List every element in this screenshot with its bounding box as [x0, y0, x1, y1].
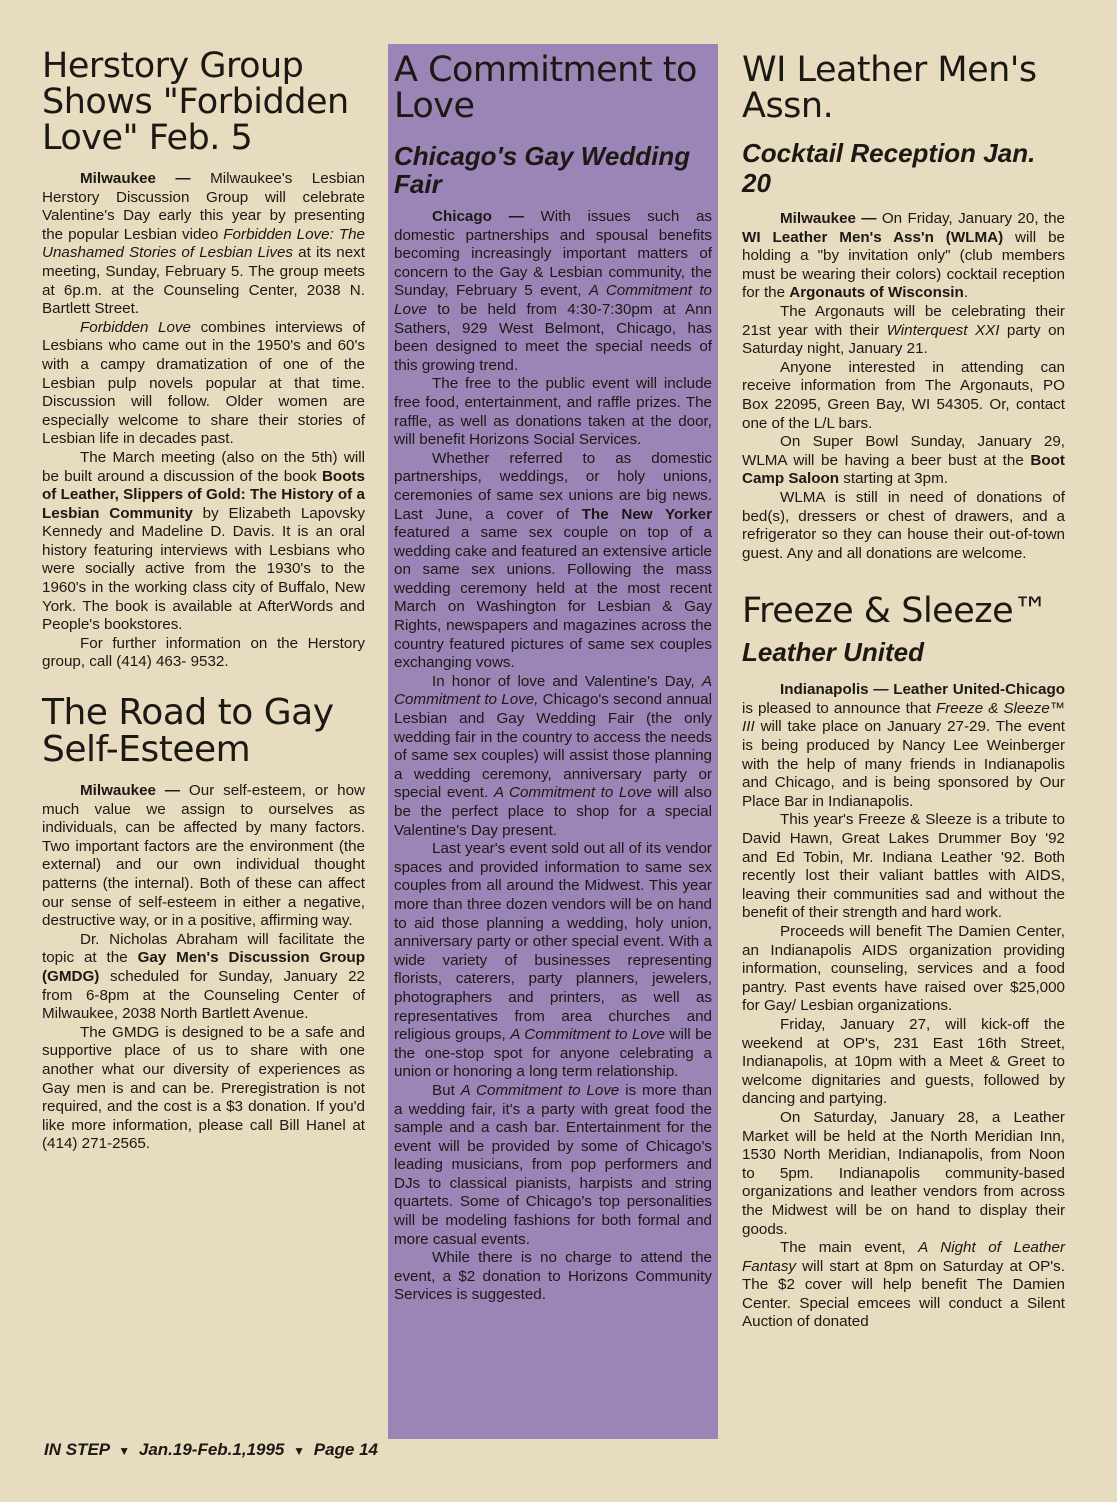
wlma-headline: WI Leather Men's Assn. — [742, 50, 1037, 126]
text: combines interviews of Lesbians who came out in the 1950's and 60's with a campy dramatization of one of the Lesbian pulp novels popular at that time. Discussion will follow. Older women are especially welcome to share their stories of Lesbian life in decades past. — [42, 318, 365, 448]
text: scheduled for Sunday, January 22 from 6-8pm at the Counseling Center of Milwaukee, 2038 North Bartlett Avenue. — [42, 967, 365, 1023]
commitment-paragraph — [394, 673, 712, 840]
text: will also be the perfect place to shop for a special Valentine's Day present. — [394, 784, 712, 839]
herstory-headline: Herstory Group Shows "Forbidden Love" Feb. 5 — [42, 46, 349, 158]
commitment-paragraph — [394, 450, 712, 673]
org-name: Argonauts of Wisconsin — [789, 284, 964, 302]
herstory-paragraph — [42, 170, 365, 319]
herstory-paragraph — [42, 319, 365, 449]
road-headline: The Road to Gay Self-Esteem — [42, 692, 334, 771]
event-name: A Commitment to Love, — [394, 672, 712, 709]
wlma-paragraph: WLMA is still in need of donations of bed(s), dressers or chest of drawers, and a refrigerator so they can house their out-of-town guest. Any and all donations are welcome. — [742, 488, 1065, 562]
freeze-paragraph — [742, 1239, 1065, 1332]
publication-name: IN STEP — [44, 1440, 110, 1459]
text: Last year's event sold out all of its vendor spaces and provided information to same sex couples from all around the Midwest. This year more than three dozen vendors will be on hand to aid those planning a wedding, holy union, anniversary party or other special event. With a wide variety of businesses representing florists, caterers, party planners, jewelers, photographers and printers, as well as representatives from area churches and religious groups, — [394, 840, 712, 1044]
road-paragraph — [42, 931, 365, 1024]
text: Chicago's second annual Lesbian and Gay Wedding Fair (the only wedding fair in the country to access the needs of same sex couples) will assist those planning a wedding ceremony, anniversary party or special event. — [394, 691, 712, 802]
freeze-paragraph: Proceeds will benefit The Damien Center, an Indianapolis AIDS organization providing information, counseling, services and a food pantry. Past events have raised over $25,000 for Gay/ Lesbian organizations. — [742, 923, 1065, 1015]
text: party on Saturday night, January 21. — [742, 321, 1065, 358]
text: to be held from 4:30-7:30pm at Ann Sathers, 929 West Belmont, Chicago, has been designed to meet the special needs of this growing trend. — [394, 300, 712, 374]
dateline: Milwaukee — — [780, 210, 877, 227]
column-right — [742, 52, 1065, 1332]
dateline: Indianapolis — Leather United-Chicago — [780, 681, 1065, 699]
page-footer — [44, 1440, 378, 1460]
text: Our self-esteem, or how much value we assign to ourselves as individuals, can be affected by many factors. Two important factors are the environment (the external) and our own individual thought patterns (the internal). Both of these can affect our sense of self-esteem in either a negative, destructive way, or in a positive, affirming way. — [42, 782, 365, 930]
event-name: A Commitment to Love — [493, 784, 652, 802]
herstory-paragraph — [42, 449, 365, 635]
text: by Elizabeth Lapovsky Kennedy and Madeline D. Davis. It is an oral history featuring interviews with Lesbians who were socially active from the 1930's to the 1960's in the working class city of Buffalo, New York. The book is available at AfterWords and People's bookstores. — [42, 504, 365, 634]
event-name: A Commitment to Love — [510, 1026, 665, 1044]
separator-triangle-icon: ▼ — [118, 1444, 131, 1458]
text: But — [432, 1081, 461, 1099]
text: is more than a wedding fair, it's a party with great food the sample and a cash bar. Entertainment for the event will be provided by some of Chicago's leading musicians, from pop performers and DJs to classical pianists, harpists and string quartets. Some of Chicago's top personalities will be modeling fashions for both formal and more casual events. — [394, 1081, 712, 1248]
event-name: A Commitment to Love — [394, 282, 712, 318]
venue-name: Boot Camp Saloon — [742, 451, 1065, 488]
commitment-paragraph — [394, 1082, 712, 1249]
freeze-paragraph: This year's Freeze & Sleeze is a tribute to David Hawn, Great Lakes Drummer Boy '92 and Ed Tobin, Mr. Indiana Leather '92. Both recently lost their valiant battles with AIDS, leaving their communities sad and without the benefit of their strength and hard work. — [742, 811, 1065, 922]
commitment-paragraph: The free to the public event will include free food, entertainment, and raffle prizes. The raffle, as well as donations taken at the door, will benefit Horizons Social Services. — [394, 375, 712, 449]
road-paragraph — [42, 782, 365, 931]
herstory-article — [42, 170, 365, 672]
magazine-name: The New Yorker — [581, 505, 712, 523]
page-number: Page 14 — [313, 1440, 379, 1459]
wlma-paragraph — [742, 210, 1065, 303]
text: will start at 8pm on Saturday at OP's. The $2 cover will help benefit The Damien Center. Special emcees will conduct a Silent Auction of donated — [742, 1257, 1065, 1331]
text: at its next meeting, Sunday, February 5. The group meets at 6p.m. at the Counseling Center, 2038 N. Bartlett Street. — [42, 244, 365, 318]
issue-dates: Jan.19-Feb.1,1995 — [138, 1440, 285, 1459]
text: starting at 3pm. — [839, 470, 948, 488]
freeze-headline: Freeze & Sleeze™ — [742, 591, 1048, 632]
text: will be holding a "by invitation only" (club members must be wearing their colors) cocktail reception for the — [742, 228, 1065, 302]
freeze-paragraph: On Saturday, January 28, a Leather Market will be held at the North Meridian Inn, 1530 North Meridian, Indianapolis, from Noon to 5pm. Indianapolis community-based organizations and leather vendors from across the Midwest will be on hand to display their goods. — [742, 1108, 1065, 1238]
freeze-article — [742, 681, 1065, 1332]
commitment-article — [394, 208, 712, 1305]
party-name: Winterquest XXI — [886, 321, 1000, 339]
commitment-headline: A Commitment to Love — [394, 50, 697, 126]
column-middle-boxed — [388, 44, 718, 1439]
org-name: WI Leather Men's Ass'n (WLMA) — [742, 228, 1004, 246]
commitment-subhead: Chicago's Gay Wedding Fair — [394, 141, 691, 199]
separator-triangle-icon: ▼ — [293, 1444, 306, 1458]
dateline: Chicago — — [432, 208, 524, 225]
text: On Super Bowl Sunday, January 29, WLMA will be having a beer bust at the — [742, 433, 1065, 469]
text: will be the one-stop spot for anyone celebrating a union or honoring a long term relationship. — [394, 1026, 712, 1081]
wlma-paragraph — [742, 433, 1065, 489]
text: . — [963, 284, 969, 302]
video-title: Forbidden Love: The Unashamed Stories of Lesbian Lives — [42, 225, 365, 262]
text: On Friday, January 20, the — [876, 210, 1066, 227]
column-left — [42, 48, 365, 1154]
freeze-subhead: Leather United — [742, 637, 925, 668]
wlma-paragraph — [742, 303, 1065, 359]
commitment-paragraph — [394, 840, 712, 1082]
text: is pleased to announce that — [742, 699, 936, 717]
freeze-paragraph — [742, 681, 1065, 811]
event-name: A Night of Leather Fantasy — [742, 1239, 1066, 1275]
road-paragraph: The GMDG is designed to be a safe and supportive place of us to share with one another what our diversity of experiences as Gay men is and can be. Preregistration is not required, and the cost is a $3 donation. If you'd like more information, please call Bill Hanel at (414) 271-2565. — [42, 1023, 365, 1153]
text: featured a same sex couple on top of a wedding cake and featured an extensive article on same sex unions. Following the mass wedding ceremony held at the most recent March on Washington for Lesbian & Gay Rights, newspapers and magazines across the country featured pictures of same sex couples exchanging vows. — [394, 524, 712, 672]
herstory-paragraph: For further information on the Herstory group, call (414) 463- 9532. — [42, 634, 365, 671]
dateline: Milwaukee — — [80, 170, 191, 187]
text: Dr. Nicholas Abraham will facilitate the topic at the — [42, 930, 365, 967]
freeze-paragraph: Friday, January 27, will kick-off the weekend at OP's, 231 East 16th Street, Indianapolis, at 10pm with a Meet & Greet to welcome dignitaries and guests, followed by dancing and partying. — [742, 1015, 1065, 1108]
wlma-paragraph: Anyone interested in attending can receive information from The Argonauts, PO Box 22095, Green Bay, WI 54305. Or, contact one of the L/L bars. — [742, 358, 1065, 432]
commitment-paragraph — [394, 208, 712, 375]
text: The main event, — [780, 1239, 919, 1257]
text: The March meeting (also on the 5th) will be built around a discussion of the book — [42, 448, 365, 485]
event-name: Freeze & Sleeze™ III — [742, 699, 1065, 736]
dateline: Milwaukee — — [80, 782, 181, 800]
text: In honor of love and Valentine's Day, — [432, 672, 702, 690]
text: The Argonauts will be celebrating their 21st year with their — [742, 302, 1065, 339]
event-name: A Commitment to Love — [460, 1081, 620, 1099]
text: Milwaukee's Lesbian Herstory Discussion Group will celebrate Valentine's Day early this year by presenting the popular Lesbian video — [42, 170, 365, 243]
text: With issues such as domestic partnerships and spousal benefits becoming increasingly important matters of concern to the Gay & Lesbian community, the Sunday, February 5 event, — [394, 208, 712, 300]
road-article — [42, 782, 365, 1154]
video-title: Forbidden Love — [80, 318, 191, 336]
book-title: Boots of Leather, Slippers of Gold: The History of a Lesbian Community — [42, 467, 365, 522]
text: Whether referred to as domestic partnerships, weddings, or holy unions, ceremonies of same sex unions are big news. Last June, a cover of — [394, 449, 712, 523]
wlma-subhead: Cocktail Reception Jan. 20 — [742, 138, 1036, 198]
commitment-paragraph: While there is no charge to attend the event, a $2 donation to Horizons Community Services is suggested. — [394, 1249, 712, 1304]
wlma-article — [742, 210, 1065, 563]
text: will take place on January 27-29. The event is being produced by Nancy Lee Weinberger with the help of many friends in Indianapolis and Chicago, and is being sponsored by Our Place Bar in Indianapolis. — [742, 718, 1065, 810]
group-name: Gay Men's Discussion Group (GMDG) — [42, 949, 365, 985]
